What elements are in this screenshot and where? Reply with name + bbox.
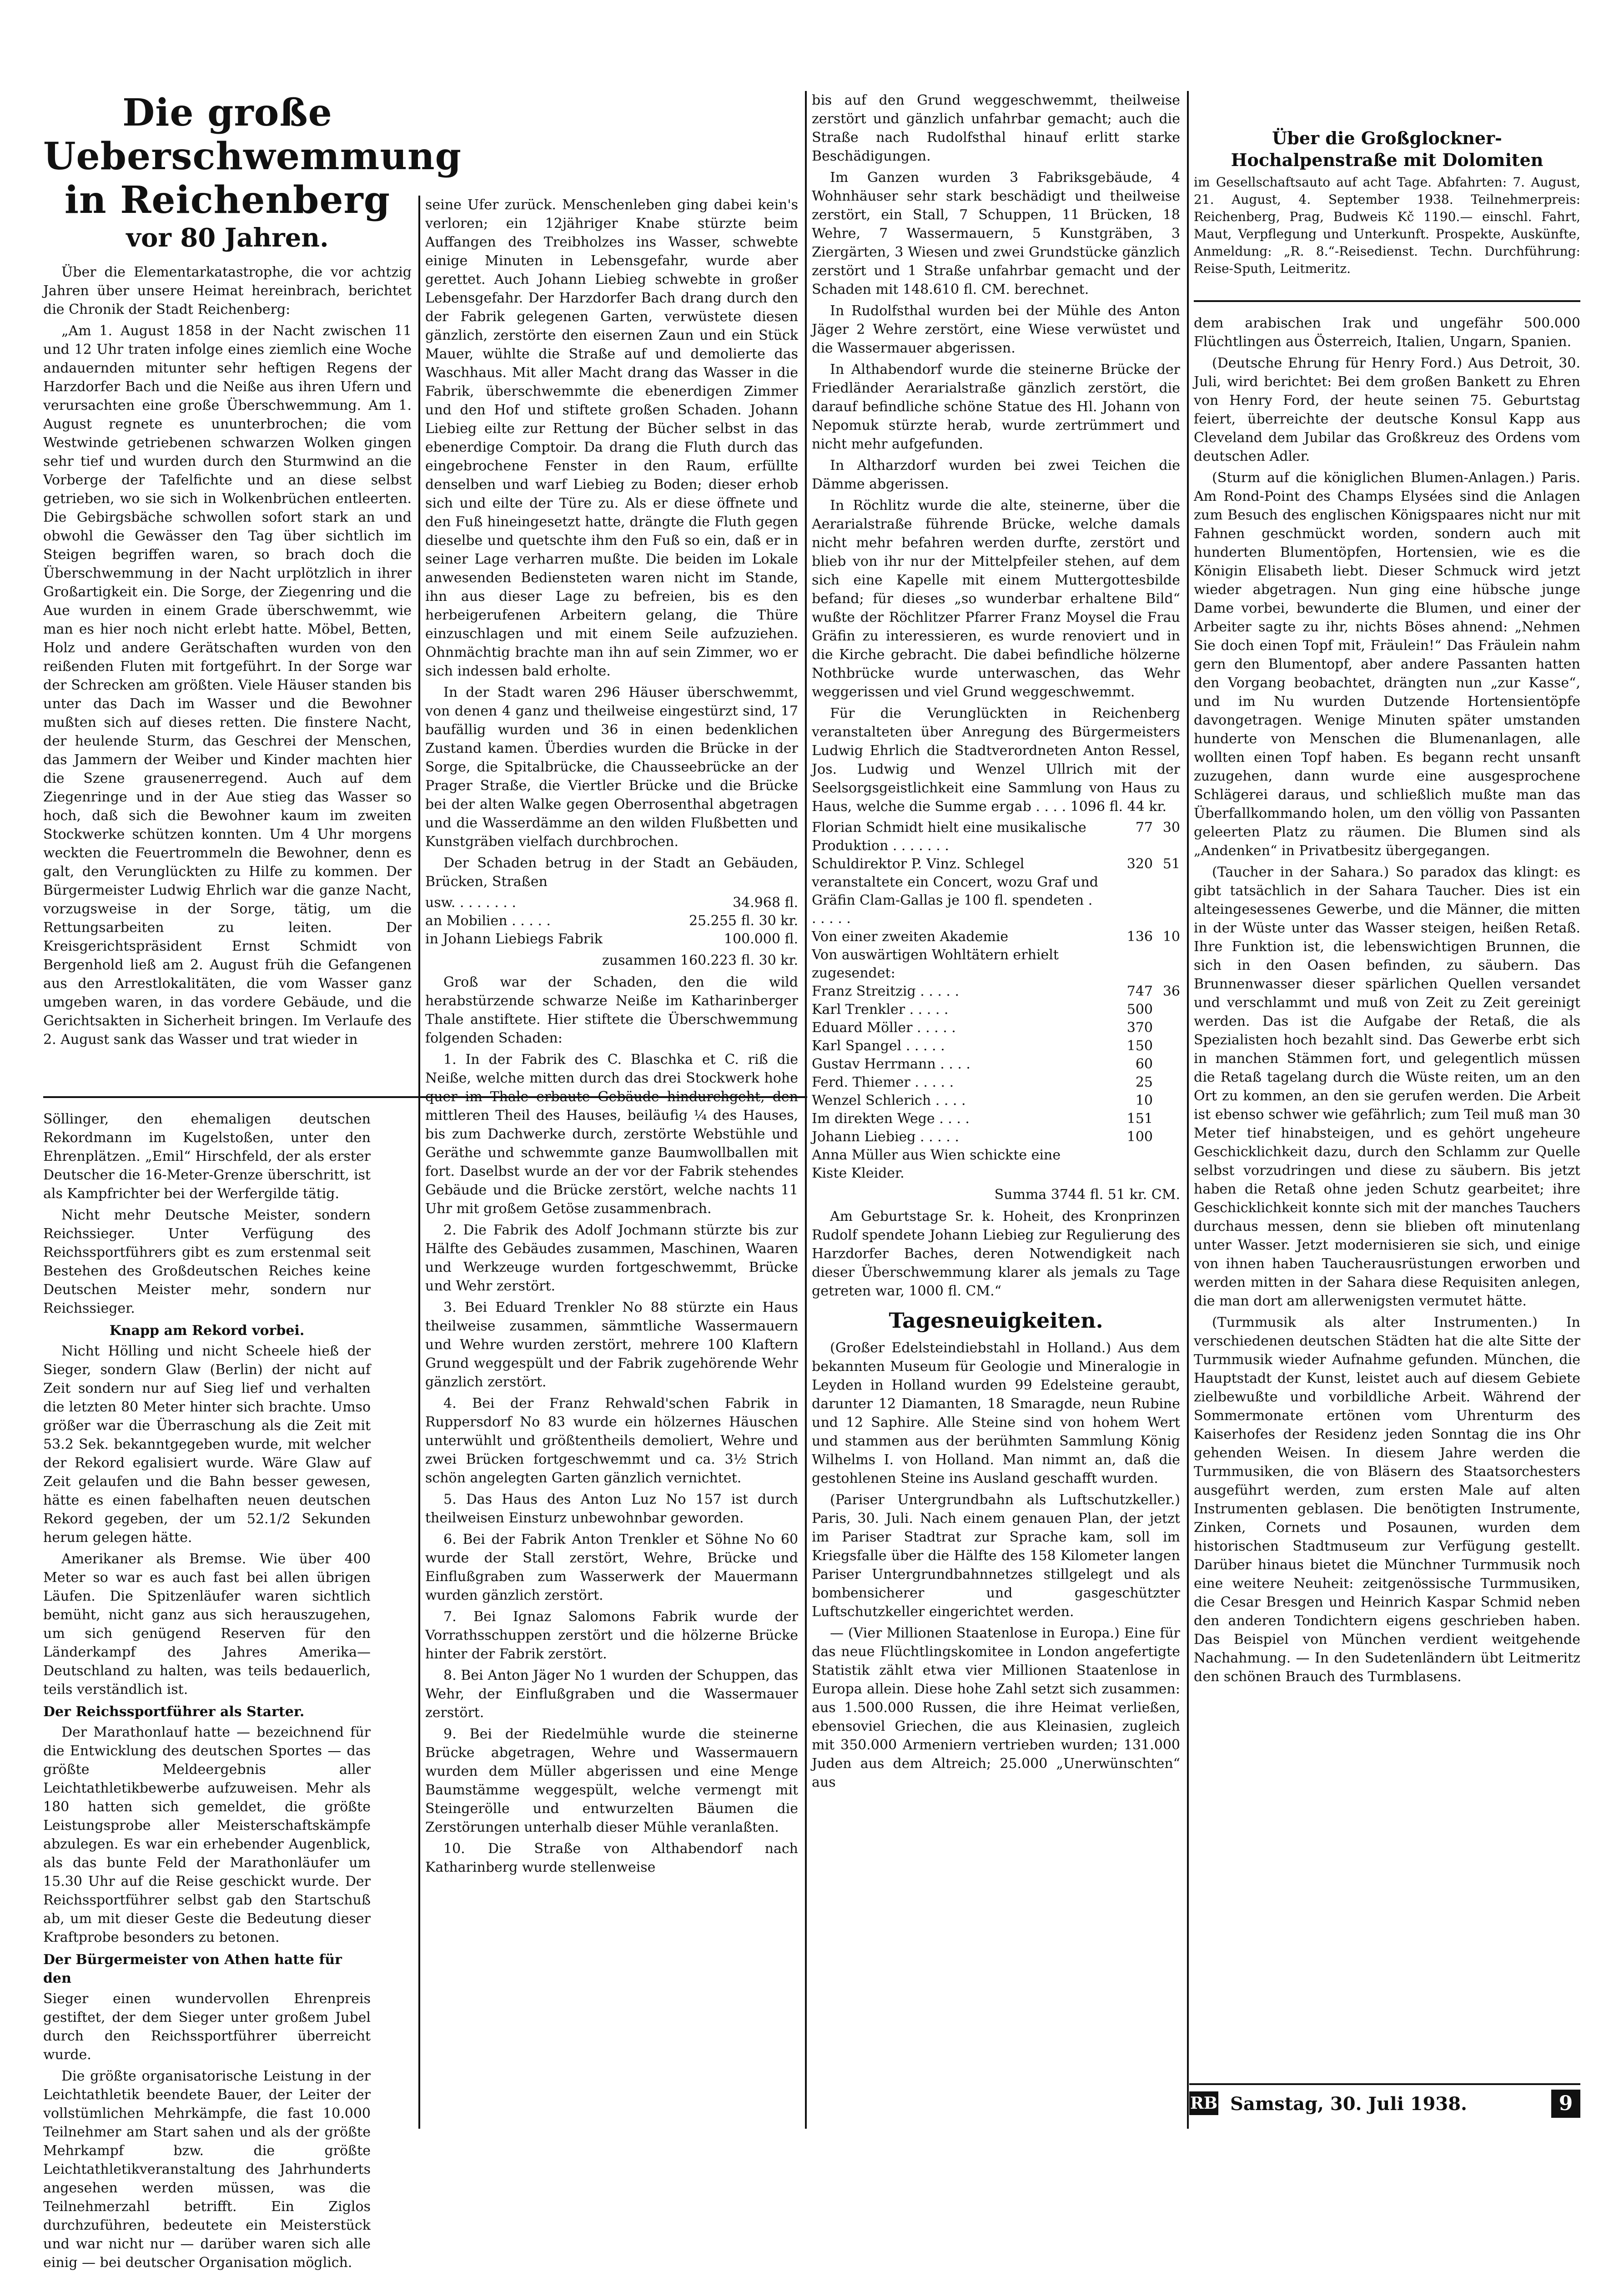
paragraph: (Sturm auf die königlichen Blumen-Anlagen.) Paris. Am Rond-Point des Champs Elysées sind die Anlagen zum Besuch des englischen Königspaares nicht nur mit Fahnen geschmückt worden, sondern auch mit hunderten Blumentöpfen, Hortensien, wie es die Königin Elisabeth liebt. Dieser Schmuck wird jetzt wieder abgetragen. Nun ging eine hübsche junge Dame vorbei, bewunderte die Blumen, und einer der Arbeiter sagte zu ihr, nichts Böses ahnend: „Nehmen Sie doch einen Topf mit, Fräulein!“ Das Fräulein nahm gern den Blumentopf, aber andere Passanten hatten den Vorgang beobachtet, drängten nun „zur Kasse“, und im Nu wurden Dutzende Hortensientöpfe davongetragen. Wenige Minuten später umstanden hunderte von Menschen die Blumenanlagen, alle wollten einen Topf haben. Es begann recht unsanft zuzugehen, dann wurde eine ausgesprochene Schlägerei daraus, und schließlich mußte man das Überfallkommando holen, um den völlig von Passanten geleerten Platz zu räumen. Die Blumen sind als „Andenken“ in Privatbesitz übergegangen. bbox=[1194, 470, 1580, 859]
table-row bbox=[812, 1055, 1180, 1073]
table-cell: 10 bbox=[1162, 929, 1180, 945]
table-cell: an Mobilien . . . . . bbox=[425, 913, 551, 929]
paragraph: 1. In der Fabrik des C. Blaschka et C. riß die Neiße, welche mitten durch das drei Stockwerk hohe quer im Thale erbaute Gebäude hindurchgeht, den mittleren Theil des Hauses, beiläufig ¼ des Hauses, bis zum Dachwerke durch, zerstörte Webstühle und Geräthe und schwemmte ganze Baumwollballen mit fort. Daselbst wurde an der vor der Fabrik stehendes Gebäude und die Brücke zerstört, welche nachts 11 Uhr mit großem Getöse zusammenbrach. bbox=[425, 1052, 798, 1217]
section-heading: Knapp am Rekord vorbei. bbox=[109, 1323, 305, 1339]
paragraph: 5. Das Haus des Anton Luz No 157 ist durch theilweisen Einsturz unbewohnbar geworden. bbox=[425, 1491, 798, 1526]
table-cell bbox=[1153, 1092, 1180, 1110]
table-row bbox=[812, 1128, 1180, 1146]
column-rule bbox=[805, 91, 807, 2129]
table-row bbox=[812, 1001, 1180, 1019]
table-cell: 51 bbox=[1162, 856, 1180, 872]
paragraph: 10. Die Straße von Althabendorf nach Katharinberg wurde stellenweise bbox=[425, 1841, 798, 1875]
paragraph: In Altharzdorf wurden bei zwei Teichen die Dämme abgerissen. bbox=[812, 458, 1180, 492]
paragraph: In der Stadt waren 296 Häuser überschwemmt, von denen 4 ganz und theilweise eingestürzt sind, 17 baufällig wurden und 36 in einen bedenklichen Zustand kamen. Überdies wurden die Brücke in der Sorge, die Spitalbrücke, die Chausseebrücke an der Prager Straße, die Viertler Brücke und die Brücke bei der alten Walke gegen Oberrosenthal abgetragen und die Wasserdämme an den wilden Flußbetten und Kunstgräben vielfach durchbrochen. bbox=[425, 685, 798, 850]
table-cell bbox=[1153, 1019, 1180, 1037]
table-cell bbox=[1153, 1037, 1180, 1055]
main-article-col3 bbox=[812, 91, 1180, 2129]
table-cell: 77 bbox=[1135, 820, 1153, 836]
table-cell: Von einer zweiten Akademie bbox=[812, 929, 1009, 945]
paragraph: dem arabischen Irak und ungefähr 500.000 Flüchtlingen aus Österreich, Italien, Ungarn, Spanien. bbox=[1194, 315, 1580, 350]
table-cell: 150 bbox=[1126, 1038, 1153, 1054]
table-cell: Gustav Herrmann . . . . bbox=[812, 1056, 970, 1072]
publisher-logo: RB bbox=[1189, 2091, 1218, 2115]
sports-column bbox=[43, 1110, 371, 2271]
table-cell: Anna Müller aus Wien schickte eine Kiste Kleider. bbox=[812, 1147, 1061, 1181]
table-cell: Im direkten Wege . . . . bbox=[812, 1111, 970, 1127]
paragraph: bis auf den Grund weggeschwemmt, theilweise zerstört und gänzlich unfahrbar gemacht; auch die Straße nach Rudolfsthal hinauf erlitt starke Beschädigungen. bbox=[812, 92, 1180, 164]
paragraph: „Am 1. August 1858 in der Nacht zwischen 11 und 12 Uhr traten infolge eines ziemlich eine Woche andauernden mitunter sehr heftigen Regens der Harzdorfer Bach und die Neiße aus ihren Ufern und verursachten eine große Überschwemmung. Am 1. August regnete es ununterbrochen; die vom Westwinde getriebenen schwarzen Wolken gingen sehr tief und wurden durch den Sturmwind an die Vorberge der Tafelfichte und an diese selbst getrieben, wo sie sich in Wolkenbrüchen entleerten. Die Gebirgsbäche schwollen sofort stark an und obwohl die Gewässer den Tag über sichtlich im Steigen begriffen waren, so brach doch die Überschwemmung in der Nacht urplötzlich in ihrer Großartigkeit ein. Die Sorge, der Ziegenring und die Aue wurden in einem Grade überschwemmt, wie man es hier noch nicht erlebt hatte. Möbel, Betten, Holz und andere Gerätschaften wurden von den reißenden Fluten mit fortgeführt. In der Sorge war der Schrecken am größten. Viele Häuser standen bis unter das Dach im Wasser und die Bewohner mußten sich auf dieses retten. Die finstere Nacht, der heulende Sturm, das Geschrei der Menschen, das Jammern der Weiber und Kinder machten hier die Szene grausenerregend. Auch auf dem Ziegenringe und in der Aue stieg das Wasser so hoch, daß sich die Bewohner kaum im zweiten Stockwerke schützen konnten. Um 4 Uhr morgens weckten die Feuertrommeln die Bewohner, denn es galt, den Verunglückten zu Hilfe zu kommen. Der Bürgermeister Ludwig Ehrlich war die ganze Nacht, vorzugsweise in der Sorge, tätig, um die Rettungsarbeiten zu leiten. Der Kreisgerichtspräsident Ernst Schmidt von Bergenhold ließ am 2. August früh die Gefangenen aus den Arrestlokalitäten, die vom Wasser ganz umgeben waren, in das vordere Gebäude, und die Gerichtsakten in Sicherheit bringen. Im Verlaufe des 2. August sank das Wasser und trat wieder in bbox=[43, 323, 412, 1048]
table-row bbox=[812, 1110, 1180, 1128]
table-row bbox=[425, 894, 798, 912]
paragraph: Über die Elementarkatastrophe, die vor achtzig Jahren über unsere Heimat hereinbrach, berichtet die Chronik der Stadt Reichenberg: bbox=[43, 264, 412, 317]
paragraph: Nicht Hölling und nicht Scheele hieß der Sieger, sondern Glaw (Berlin) der nicht auf Zeit sondern nur auf Sieg lief und verhalten die letzten 80 Meter hinter sich brachte. Umso größer war die Überraschung als die Zeit mit 53.2 Sek. bekanntgegeben wurde, mit welcher der Rekord egalisiert wurde. Wäre Glaw auf Zeit gelaufen und die Bahn besser gewesen, hätte es einen fabelhaften neuen deutschen Rekord gegeben, der um 52.1/2 Sekunden herum gelegen hätte. bbox=[43, 1343, 371, 1546]
damage-total: zusammen 160.223 fl. 30 kr. bbox=[602, 952, 798, 968]
paragraph: 9. Bei der Riedelmühle wurde die steinerne Brücke abgetragen, Wehre und Wassermauern wurden dem Müller abgerissen und eine Menge Baumstämme weggespült, welche vermengt mit Steingerölle und entwurzelten Bäumen die Zerstörungen unterhalb dieser Mühle veranlaßten. bbox=[425, 1726, 798, 1835]
table-cell: 151 bbox=[1126, 1111, 1153, 1127]
table-row bbox=[812, 982, 1180, 1001]
table-cell: Franz Streitzig . . . . . bbox=[812, 983, 960, 999]
table-cell: 30 bbox=[1162, 820, 1180, 836]
table-cell bbox=[1153, 946, 1180, 982]
paragraph: In Althabendorf wurde die steinerne Brücke der Friedländer Aerarialstraße gänzlich zerstört, die darauf befindliche schöne Statue des Hl. Johann von Nepomuk stürzte herab, wurde zertrümmert und nicht mehr aufgefunden. bbox=[812, 362, 1180, 452]
ad-box bbox=[1194, 127, 1580, 302]
table-cell: 100.000 fl. bbox=[724, 931, 798, 947]
table-cell: in Johann Liebiegs Fabrik bbox=[425, 931, 603, 947]
paragraph: Der Schaden betrug in der Stadt an Gebäuden, Brücken, Straßen bbox=[425, 855, 798, 890]
paragraph: Die größte organisatorische Leistung in der Leichtathletik beendete Bauer, der Leiter der vollstümlichen Mehrkämpfe, die fast 10.000 Teilnehmer am Start sahen und als der größte Mehrkampf bzw. die größte Leichtathletikveranstaltung des Jahrhunderts angesehen werden müssen, was die Teilnehmerzahl betrifft. Ein Ziglos durchzuführen, bedeutete ein Meisterstück und war nicht nur — darüber waren sich alle einig — bei deutscher Organisation möglich. bbox=[43, 2068, 371, 2271]
subheadline: vor 80 Jahren. bbox=[126, 223, 329, 253]
table-cell: Eduard Möller . . . . . bbox=[812, 1020, 956, 1036]
paragraph: Groß war der Schaden, den die wild herabstürzende schwarze Neiße im Katharinberger Thale anstiftete. Hier stiftete die Überschwemmung folgenden Schaden: bbox=[425, 974, 798, 1046]
paragraph: Im Ganzen wurden 3 Fabriksgebäude, 4 Wohnhäuser sehr stark beschädigt und theilweise zerstört, ein Stall, 7 Schuppen, 11 Brücken, 18 Wehre, 7 Wassermauern, 5 Kunstgräben, 3 Ziergärten, 3 Wiesen und zwei Grundstücke gänzlich zerstört und 1 Straße unfahrbar gemacht und der Schaden mit 148.610 fl. CM. berechnet. bbox=[812, 170, 1180, 297]
paragraph: (Deutsche Ehrung für Henry Ford.) Aus Detroit, 30. Juli, wird berichtet: Bei dem großen Bankett zu Ehren von Henry Ford, der heute seinen 75. Geburtstag feiert, überreichte der deutsche Konsul Kapp aus Cleveland dem Jubilar das Großkreuz des Ordens vom deutschen Adler. bbox=[1194, 355, 1580, 464]
page-footer bbox=[1189, 2083, 1580, 2121]
table-cell: Johann Liebieg . . . . . bbox=[812, 1129, 959, 1145]
news-item: (Pariser Untergrundbahn als Luftschutzkeller.) Paris, 30. Juli. Nach einem genauen Plan, der jetzt im Pariser Stadtrat zur Sprache kam, soll im Kriegsfalle über die Hälfte des 158 Kilometer langen Pariser Untergrundbahnnetzes stillgelegt und als bombensicherer und gasgeschützter Luftschutzkeller eingerichtet werden. bbox=[812, 1492, 1180, 1620]
news-heading: Tagesneuigkeiten. bbox=[889, 1308, 1103, 1333]
column-rule bbox=[1187, 91, 1189, 2129]
table-row bbox=[812, 1019, 1180, 1037]
table-cell: 34.968 fl. bbox=[732, 895, 798, 911]
ad-title: Über die Großglockner-Hochalpenstraße mit Dolomiten bbox=[1231, 128, 1544, 170]
issue-date: Samstag, 30. Juli 1938. bbox=[1230, 2093, 1467, 2115]
paragraph: seine Ufer zurück. Menschenleben ging dabei kein's verloren; ein 12jähriger Knabe stürzte beim Auffangen des Treibholzes ins Wasser, schwebte einige Minuten in Lebensgefahr, wurde aber gerettet. Auch Johann Liebieg schwebte in großer Lebensgefahr. Der Harzdorfer Bach drang durch den der Fabrik gelegenen Garten, verwüstete diesen gänzlich, zerstörte den eisernen Zaun und ein Stück Mauer, wühlte die Straße auf und demolierte das Waschhaus. Mit aller Macht drang das Wasser in die Fabrik, überschwemmte die ebenerdigen Zimmer und den Hof und stiftete großen Schaden. Johann Liebieg eilte zur Rettung der Bücher selbst in das ebenerdige Comptoir. Da drang die Fluth durch das eingebrochene Fenster in den Raum, erfüllte denselben und warf Liebieg zu Boden; dieser erhob sich und eilte der Türe zu. Als er diese öffnete und den Fuß hineingesetzt hatte, drängte die Fluth gegen dieselbe und quetschte ihm den Fuß so ein, daß er in seiner Lage verharren mußte. Die beiden im Lokale anwesenden Bediensteten waren nicht im Stande, ihn aus dieser Lage zu befreien, bis es den herbeigerufenen Arbeitern gelang, die Thüre einzuschlagen und mit einem Seile aufzuziehen. Ohnmächtig brachte man ihn auf sein Zimmer, wo er sich indessen bald erholte. bbox=[425, 197, 798, 679]
paragraph: Der Marathonlauf hatte — bezeichnend für die Entwicklung des deutschen Sportes — das größte Meldeergebnis aller Leichtathletikbewerbe aufzuweisen. Mehr als 180 hatten sich gemeldet, die größte Leistungsprobe aller Meisterschaftskämpfe abzulegen. Es war ein erhebender Augenblick, als das bunte Feld der Marathonläufer um 15.30 Uhr auf die Reise geschickt wurde. Der Reichssportführer selbst gab den Startschuß ab, um mit dieser Geste die Bedeutung dieser Kraftprobe besonders zu betonen. bbox=[43, 1724, 371, 1945]
paragraph: 7. Bei Ignaz Salomons Fabrik wurde der Vorrathsschuppen zerstört und die hölzerne Brücke hinter der Fabrik zerstört. bbox=[425, 1609, 798, 1662]
paragraph: Amerikaner als Bremse. Wie über 400 Meter so war es auch fast bei allen übrigen Läufen. Die Spitzenläufer waren sichtlich bemüht, nicht ganz aus sich herauszugehen, um sich genügend Reserven für den Länderkampf des Jahres Amerika—Deutschland zu halten, was teils bedauerlich, teils verständlich ist. bbox=[43, 1551, 371, 1698]
paragraph: In Röchlitz wurde die alte, steinerne, über die Aerarialstraße führende Brücke, welche damals nicht mehr befahren werden durfte, zerstört und blieb von ihr nur der Mittelpfeiler stehen, auf dem sich eine Kapelle mit einem Muttergottesbilde befand; für dieses „so wunderbar erhaltene Bild“ wußte der Röchlitzer Pfarrer Franz Moysel die Frau Gräfin zu interessieren, es wurde renoviert und in die Kirche gebracht. Die dabei befindliche hölzerne Nothbrücke wurde unterwaschen, das Wehr weggerissen und viel Grund weggeschwemmt. bbox=[812, 498, 1180, 700]
table-cell: 36 bbox=[1162, 983, 1180, 999]
table-cell: 100 bbox=[1126, 1129, 1153, 1145]
table-cell bbox=[1153, 1073, 1180, 1092]
paragraph: In Rudolfsthal wurden bei der Mühle des Anton Jäger 2 Wehre zerstört, eine Wiese verwüstet und die Wassermauer abgerissen. bbox=[812, 303, 1180, 356]
table-row bbox=[812, 1146, 1180, 1183]
table-row bbox=[812, 1073, 1180, 1092]
table-cell bbox=[1153, 1146, 1180, 1183]
table-cell: 500 bbox=[1126, 1002, 1153, 1018]
table-cell: Karl Spangel . . . . . bbox=[812, 1038, 945, 1054]
headline: Die große Ueberschwemmung in Reichenberg bbox=[43, 91, 462, 222]
table-cell: 136 bbox=[1126, 929, 1153, 945]
paragraph: 2. Die Fabrik des Adolf Jochmann stürzte bis zur Hälfte des Gebäudes zusammen, Maschinen, Waaren und Werkzeuge wurden fortgeschwemmt, Brücke und Wehr zerstört. bbox=[425, 1222, 798, 1294]
ad-text: im Gesellschaftsauto auf acht Tage. Abfahrten: 7. August, 21. August, 4. September 1938. Teilnehmerpreis: Reichenberg, Prag, Budweis Kč 1190.— einschl. Fahrt, Maut, Verpflegung und Unterkunft. Prospekte, Auskünfte, Anmeldung: „R. 8.“-Reisedienst. Techn. Durchführung: Reise-Sputh, Leitmeritz. bbox=[1194, 175, 1580, 276]
table-cell: 747 bbox=[1126, 983, 1153, 999]
paragraph: (Taucher in der Sahara.) So paradox das klingt: es gibt tatsächlich in der Sahara Taucher. Dies ist ein alteingesessenes Gewerbe, und die Männer, die mitten in der Wüste unter das Wasser steigen, heißen Retaß. Ihre Funktion ist, die lebenswichtigen Brunnen, die sich in den Oasen befinden, zu säubern. Das Brunnenwasser dieser spärlichen Quellen versandet und verschlammt und muß von Zeit zu Zeit gereinigt werden. Das ist die Aufgabe der Retaß, die als Spezialisten hoch bezahlt sind. Das Gewerbe erbt sich in manchen Stämmen fort, und gelegentlich müssen die Retaß tagelang durch die Wüste reiten, um an den Ort zu kommen, an den sie gerufen werden. Die Arbeit ist ebenso schwer wie gefährlich; zum Teil muß man 30 Meter tief hinabsteigen, und es gehört ungeheure Geschicklichkeit dazu, durch den Schlamm zur Quelle selbst vorzudringen und diese zu säubern. Bis jetzt haben die Retaß ohne jeden Schutz gearbeitet; ihre Geschicklichkeit konnte sich mit der manches Tauchers durchaus messen, denn sie blieben oft minutenlang unter Wasser. Jetzt modernisieren sie sich, und einige von ihnen haben Taucherausrüstungen erworben und werden mitten in der Sahara diese Requisiten anlegen, die man dort am allerwenigsten vermutet hätte. bbox=[1194, 864, 1580, 1309]
damage-table bbox=[425, 894, 798, 948]
table-cell bbox=[1098, 1146, 1153, 1183]
table-cell: 60 bbox=[1135, 1056, 1153, 1072]
table-row bbox=[812, 946, 1180, 982]
column-rule bbox=[418, 196, 420, 2129]
table-cell bbox=[1153, 1128, 1180, 1146]
table-cell bbox=[1153, 1055, 1180, 1073]
paragraph: 6. Bei der Fabrik Anton Trenkler et Söhne No 60 wurde der Stall zerstört, Wehre, Brücke und Einflußgraben zum Wasserwerk der Mauermann wurden gänzlich zerstört. bbox=[425, 1531, 798, 1603]
table-row bbox=[812, 928, 1180, 946]
paragraph: Für die Verunglückten in Reichenberg veranstalteten über Anregung des Bürgermeisters Ludwig Ehrlich die Stadtverordneten Anton Ressel, Jos. Ludwig und Wenzel Ullrich mit der Seelsorgsgeistlichkeit eine Sammlung von Haus zu Haus, welche die Summe ergab . . . . 1096 fl. 44 kr. bbox=[812, 705, 1180, 815]
section-heading: Der Bürgermeister von Athen hatte für den bbox=[43, 1952, 342, 1986]
table-cell: usw. . . . . . . . bbox=[425, 895, 516, 911]
main-article-col1 bbox=[43, 91, 462, 1092]
section-heading: Der Reichssportführer als Starter. bbox=[43, 1704, 305, 1720]
paragraph: Nicht mehr Deutsche Meister, sondern Reichssieger. Unter Verfügung des Reichssportführers gibt es zum erstenmal seit Bestehen des Großdeutschen Reiches keine Deutschen Meister mehr, sondern nur Reichssieger. bbox=[43, 1207, 371, 1316]
table-cell: Wenzel Schlerich . . . . bbox=[812, 1093, 966, 1108]
table-cell bbox=[1098, 946, 1153, 982]
table-cell: 370 bbox=[1126, 1020, 1153, 1036]
news-item: — (Vier Millionen Staatenlose in Europa.) Eine für das neue Flüchtlingskomitee in London angefertigte Statistik zählt etwa vier Millionen Staatenlose in Europa allein. Diese hohe Zahl setzt sich zusammen: aus 1.500.000 Russen, die ihre Heimat verließen, ebensoviel Griechen, die aus Kleinasien, zugleich mit 350.000 Armeniern vertrieben wurden; 131.000 Juden aus dem Altreich; 25.000 „Unerwünschten“ aus bbox=[812, 1625, 1180, 1790]
donations-table bbox=[812, 819, 1180, 1183]
donations-total: Summa 3744 fl. 51 kr. CM. bbox=[994, 1187, 1180, 1203]
table-row bbox=[812, 855, 1180, 928]
paragraph: 8. Bei Anton Jäger No 1 wurden der Schuppen, das Wehr, der Einflußgraben und die Wassermauer zerstört. bbox=[425, 1667, 798, 1721]
paragraph: 4. Bei der Franz Rehwald'schen Fabrik in Ruppersdorf No 83 wurde ein hölzernes Häuschen unterwühlt und größtentheils demoliert, Wehre und zwei Brücken fortgeschwemmt und ca. 3½ Strich schön angelegten Garten gänzlich vernichtet. bbox=[425, 1395, 798, 1486]
table-row bbox=[812, 1092, 1180, 1110]
table-cell: 320 bbox=[1126, 856, 1153, 872]
table-cell: Ferd. Thiemer . . . . . bbox=[812, 1074, 954, 1090]
table-cell: Von auswärtigen Wohltätern erhielt zugesendet: bbox=[812, 947, 1059, 981]
paragraph: 3. Bei Eduard Trenkler No 88 stürzte ein Haus theilweise zusammen, sämmtliche Wassermauern und Wehre wurden zerstört, mehrere 100 Klaftern Grund weggespült und der Fabrik zugehörende Wehr gänzlich zerstört. bbox=[425, 1300, 798, 1390]
table-cell: 25 bbox=[1135, 1074, 1153, 1090]
column4 bbox=[1194, 314, 1580, 2060]
main-article-col2 bbox=[425, 196, 798, 2129]
paragraph: Am Geburtstage Sr. k. Hoheit, des Kronprinzen Rudolf spendete Johann Liebieg zur Regulierung des Harzdorfer Baches, deren Notwendigkeit nach dieser Überschwemmung klarer als jemals zu Tage getreten war, 1000 fl. CM.“ bbox=[812, 1209, 1180, 1299]
table-row bbox=[425, 912, 798, 930]
table-cell: Karl Trenkler . . . . . bbox=[812, 1002, 949, 1018]
table-cell: Schuldirektor P. Vinz. Schlegel veranstaltete ein Concert, wozu Graf und Gräfin Clam-Gallas je 100 fl. spendeten . . . . . . bbox=[812, 856, 1098, 927]
newspaper-page bbox=[43, 91, 1580, 2271]
table-cell: Florian Schmidt hielt eine musikalische Produktion . . . . . . . bbox=[812, 820, 1086, 854]
table-row bbox=[812, 819, 1180, 855]
paragraph: Söllinger, den ehemaligen deutschen Rekordmann im Kugelstoßen, unter den Ehrenplätzen. „Emil“ Hirschfeld, der als erster Deutscher die 16-Meter-Grenze überschritt, ist als Kampfrichter bei der Werfergilde tätig. bbox=[43, 1111, 371, 1202]
news-item: (Großer Edelsteindiebstahl in Holland.) Aus dem bekannten Museum für Geologie und Mineralogie in Leyden in Holland wurden 99 Edelsteine geraubt, darunter 12 Diamanten, 18 Smaragde, neun Rubine und 12 Saphire. Alle Steine sind von hohem Wert und stammen aus der berühmten Sammlung König Wilhelms I. von Holland. Man nimmt an, daß die gestohlenen Steine ins Ausland geschafft wurden. bbox=[812, 1340, 1180, 1486]
table-row bbox=[425, 930, 798, 948]
page-number: 9 bbox=[1551, 2090, 1580, 2118]
table-cell bbox=[1153, 1001, 1180, 1019]
table-cell: 10 bbox=[1135, 1093, 1153, 1108]
table-cell bbox=[1153, 1110, 1180, 1128]
paragraph: Sieger einen wundervollen Ehrenpreis gestiftet, der dem Sieger unter großem Jubel durch den Reichssportführer überreicht wurde. bbox=[43, 1991, 371, 2063]
table-row bbox=[812, 1037, 1180, 1055]
table-cell: 25.255 fl. 30 kr. bbox=[689, 913, 798, 929]
paragraph: (Turmmusik als alter Instrumenten.) In verschiedenen deutschen Städten hat die alte Sitte der Turmmusik wieder Aufnahme gefunden. München, die Hauptstadt der Kunst, leistet auch auf diesem Gebiete zielbewußte und vorbildliche Arbeit. Während der Sommermonate ertönen vom Uhrenturm des Kaiserhofes der Residenz jeden Sonntag die ins Ohr gehenden Weisen. In diesem Jahre werden die Turmmusiken, die von Bläsern des Staatsorchesters ausgeführt werden, zum ersten Male auf alten Instrumenten geblasen. Die benötigten Instrumente, Zinken, Cornets und Posaunen, wurden dem historischen Stadtmuseum zur Verfügung gestellt. Darüber hinaus bietet die Münchner Turmmusik noch eine weitere Neuheit: zeitgenössische Turmmusiken, die Cesar Bresgen und Heinrich Kaspar Schmid neben den anderen Tondichtern eigens geschrieben haben. Das Beispiel von München verdient weitgehende Nachahmung. — In den Sudetenländern übt Leitmeritz den schönen Brauch des Turmblasens. bbox=[1194, 1315, 1580, 1685]
